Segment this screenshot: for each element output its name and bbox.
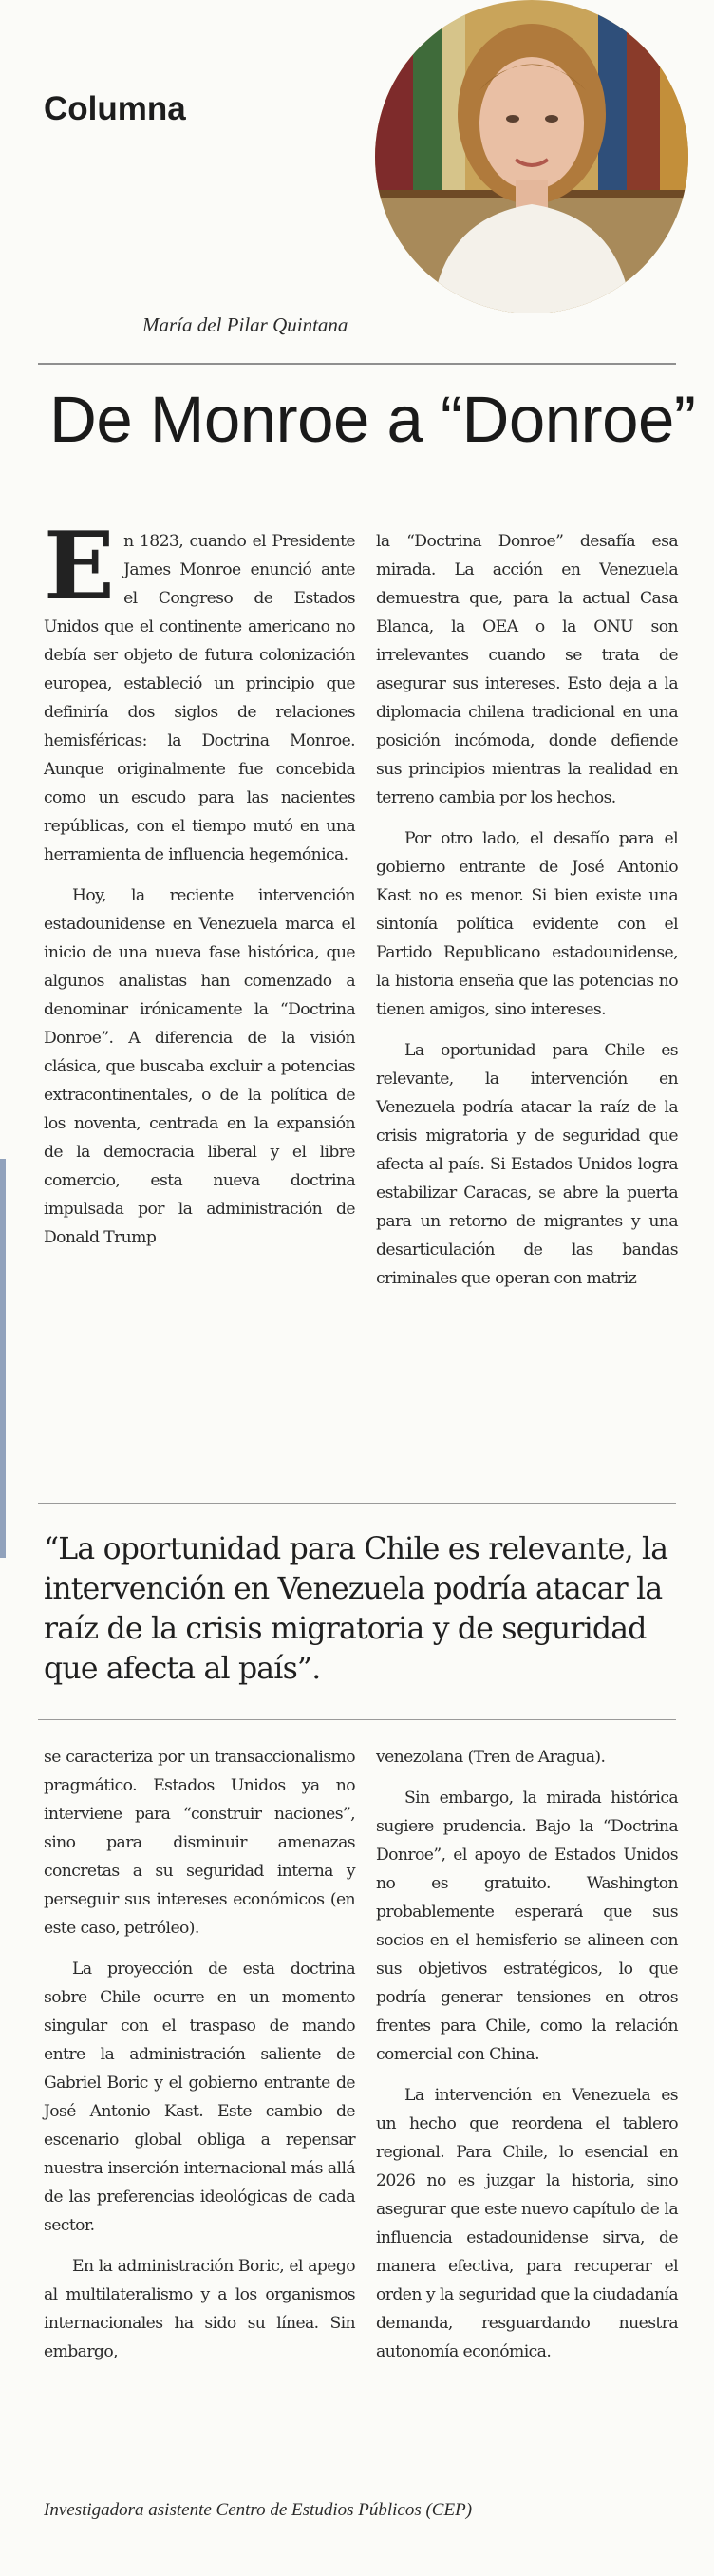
paragraph: Sin embargo, la mirada histórica sugiere prudencia. Bajo la “Doctrina Donroe”, el apoyo de Estados Unidos no es gratuito. Washington probablemente esperará que sus socios en el hemisferio se alineen con sus objetivos estratégicos, lo que podría generar tensiones en otros frentes para Chile, como la relación comercial con China. xyxy=(376,1789,678,2064)
author-portrait-icon xyxy=(375,0,688,313)
paragraph-text: n 1823, cuando el Presidente James Monroe enunció ante el Congreso de Estados Unidos que el continente americano no debía ser objeto de futura colonización europea, estableció un principio que definiría dos siglos de relaciones hemisféricas: la Doctrina Monroe. Aunque originalmente fue concebida como un escudo para las nacientes repúblicas, con el tiempo mutó en una herramienta de influencia hegemónica. xyxy=(44,532,355,864)
paragraph: venezolana (Tren de Aragua). xyxy=(376,1748,606,1767)
paragraph xyxy=(44,512,355,869)
paragraph: se caracteriza por un transaccionalismo pragmático. Estados Unidos ya no interviene para “construir naciones”, sino para disminuir amenazas concretas a su seguridad interna y perseguir sus intereses económicos (en este caso, petróleo). xyxy=(44,1748,355,1938)
paragraph: La proyección de esta doctrina sobre Chile ocurre en un momento singular con el traspaso de mando entre la administración saliente de Gabriel Boric y el gobierno entrante de José Antonio Kast. Este cambio de escenario global obliga a repensar nuestra inserción internacional más allá de las preferencias ideológicas de cada sector. xyxy=(44,1960,355,2235)
drop-cap: E xyxy=(44,512,115,621)
paragraph: la “Doctrina Donroe” desafía esa mirada. La acción en Venezuela demuestra que, para la actual Casa Blanca, la OEA o la ONU son irrelevantes cuando se trata de asegurar sus intereses. Esto deja a la diplomacia chilena tradicional en una posición incómoda, donde defiende sus principios mientras la realidad en terreno cambia por los hechos. xyxy=(376,532,678,807)
pull-quote: “La oportunidad para Chile es relevante, la intervención en Venezuela podría atacar la raíz de la crisis migratoria y de seguridad que afecta al país”. xyxy=(44,1532,668,1686)
author-photo xyxy=(375,0,688,313)
paragraph: Por otro lado, el desafío para el gobierno entrante de José Antonio Kast no es menor. Si bien existe una sintonía política evidente con el Partido Republicano estadounidense, la historia enseña que las potencias no tienen amigos, sino intereses. xyxy=(376,829,678,1019)
section-label: Columna xyxy=(44,90,186,127)
paragraph: La intervención en Venezuela es un hecho que reordena el tablero regional. Para Chile, lo esencial en 2026 no es juzgar la historia, sino asegurar que este nuevo capítulo de la influencia estadounidense sirva, de manera efectiva, para recuperar el orden y la seguridad que la ciudadanía demanda, resguardando nuestra autonomía económica. xyxy=(376,2086,678,2361)
author-affiliation: Investigadora asistente Centro de Estudios Públicos (CEP) xyxy=(44,2500,473,2520)
divider xyxy=(38,1503,676,1504)
paragraph: En la administración Boric, el apego al multilateralismo y a los organismos internacionales ha sido su línea. Sin embargo, xyxy=(44,2257,355,2361)
paragraph: La oportunidad para Chile es relevante, la intervención en Venezuela podría atacar la raíz de la crisis migratoria y de seguridad que afecta al país. Si Estados Unidos logra estabilizar Caracas, se abre la puerta para un retorno de migrantes y una desarticulación de las bandas criminales que operan con matriz xyxy=(376,1041,678,1288)
headline: De Monroe a “Donroe” xyxy=(49,383,696,456)
article-column-4 xyxy=(376,1743,678,2366)
paragraph: Hoy, la reciente intervención estadounidense en Venezuela marca el inicio de una nueva fase histórica, que algunos analistas han comenzado a denominar irónicamente la “Doctrina Donroe”. A diferencia de la visión clásica, que buscaba excluir a potencias extracontinentales, o de la política de los noventa, centrada en la expansión de la democracia liberal y el libre comercio, esta nueva doctrina impulsada por la administración de Donald Trump xyxy=(44,886,355,1247)
divider xyxy=(38,1719,676,1720)
page-edge-strip xyxy=(0,1159,6,1558)
author-byline: María del Pilar Quintana xyxy=(142,313,348,336)
article-column-2 xyxy=(376,527,678,1293)
article-column-1 xyxy=(44,512,355,1252)
divider xyxy=(38,363,676,365)
article-column-3 xyxy=(44,1743,355,2366)
